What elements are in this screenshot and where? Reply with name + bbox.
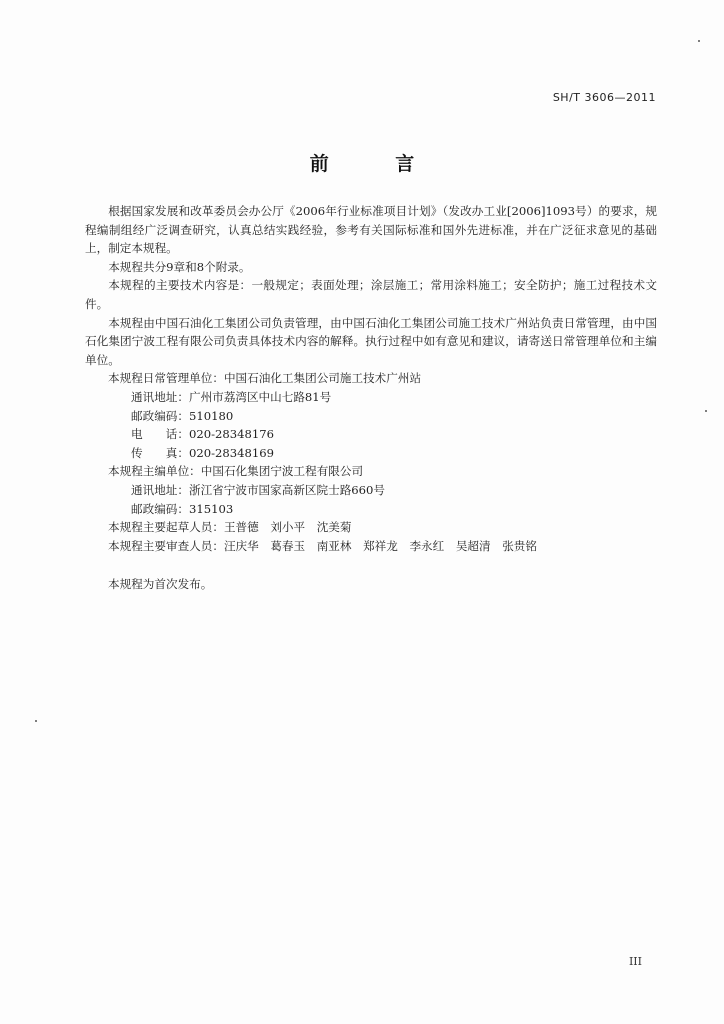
standard-number: SH/T 3606—2011 xyxy=(552,91,656,104)
management-unit: 本规程日常管理单位：中国石油化工集团公司施工技术广州站 xyxy=(108,371,422,386)
foreword-body xyxy=(85,202,657,594)
chief-editor-address: 通讯地址：浙江省宁波市国家高新区院士路660号 xyxy=(131,482,386,497)
paragraph-background: 根据国家发展和改革委员会办公厅《2006年行业标准项目计划》（发改办工业[2006]1093号）的要求，规程编制组经广泛调查研究，认真总结实践经验，参考有关国际标准和国外先进标准，并在广泛征求意见的基础上，制定本规程。 xyxy=(85,204,657,256)
chief-editor-postcode: 邮政编码：315103 xyxy=(131,501,234,516)
page-title: 前 言 xyxy=(309,153,445,175)
paragraph-structure: 本规程共分9章和8个附录。 xyxy=(108,259,251,274)
scan-speck xyxy=(705,410,707,412)
first-release-note: 本规程为首次发布。 xyxy=(108,577,213,592)
management-phone: 电 话：020-28348176 xyxy=(131,427,275,442)
scan-speck xyxy=(698,40,700,42)
chief-editor-unit: 本规程主编单位：中国石化集团宁波工程有限公司 xyxy=(108,464,364,479)
management-fax: 传 真：020-28348169 xyxy=(131,445,275,460)
main-drafters: 本规程主要起草人员：王普德 刘小平 沈美菊 xyxy=(108,520,352,535)
scan-speck xyxy=(35,720,37,722)
management-postcode: 邮政编码：510180 xyxy=(131,408,234,423)
management-address: 通讯地址：广州市荔湾区中山七路81号 xyxy=(131,389,332,404)
spacer xyxy=(85,555,657,575)
paragraph-management: 本规程由中国石油化工集团公司负责管理，由中国石油化工集团公司施工技术广州站负责日常管理，由中国石化集团宁波工程有限公司负责具体技术内容的解释。执行过程中如有意见和建议，请寄送日常管理单位和主编单位。 xyxy=(85,315,657,367)
paragraph-main-content: 本规程的主要技术内容是：一般规定；表面处理；涂层施工；常用涂料施工；安全防护；施工过程技术文件。 xyxy=(85,278,657,311)
page-number: III xyxy=(628,955,642,968)
main-reviewers: 本规程主要审查人员：汪庆华 葛春玉 南亚林 郑祥龙 李永红 吴超清 张贵铭 xyxy=(108,538,537,553)
